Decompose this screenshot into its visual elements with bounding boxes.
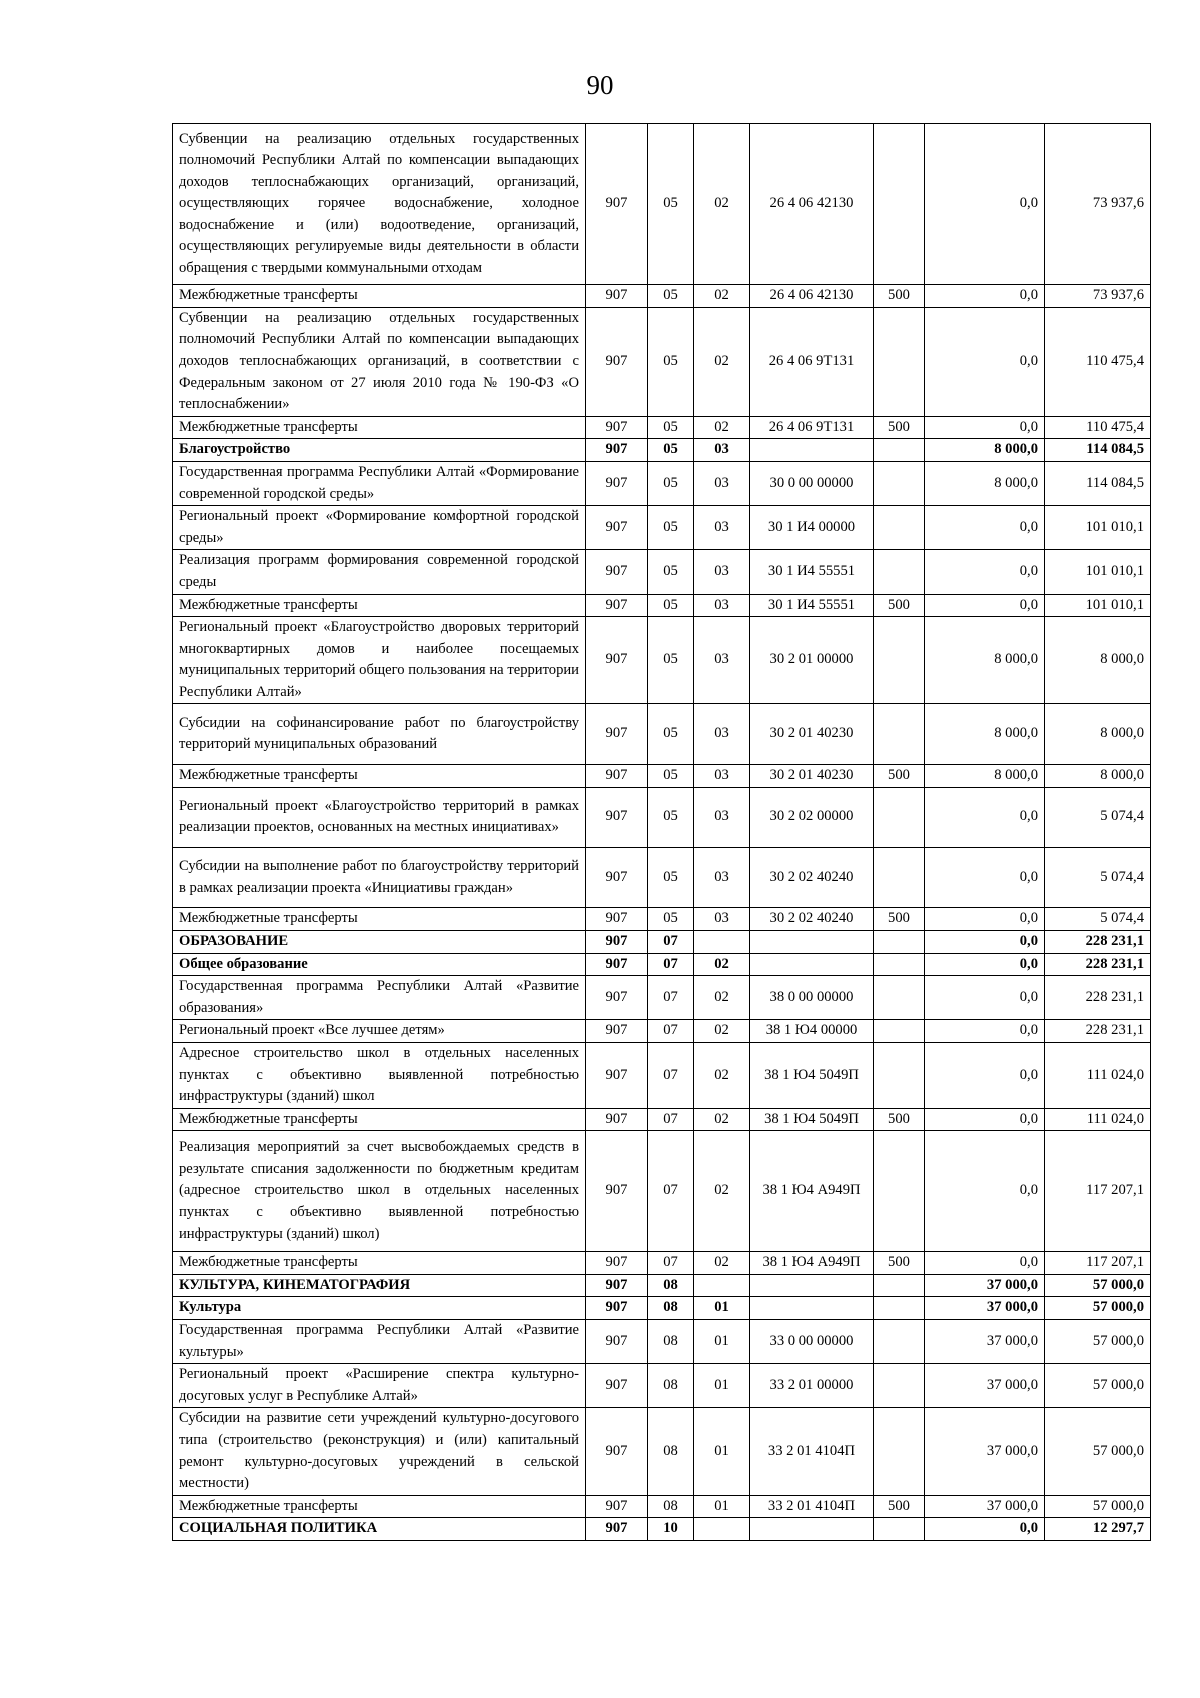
row-section-code: 08 [648, 1364, 694, 1408]
table-row [173, 1042, 1151, 1108]
row-ved-code: 907 [586, 550, 648, 594]
row-section-code: 05 [648, 124, 694, 285]
row-ved-code: 907 [586, 787, 648, 847]
row-expense-type: 500 [874, 764, 925, 787]
row-name: Межбюджетные трансферты [173, 285, 586, 308]
row-expense-type: 500 [874, 1108, 925, 1131]
row-subsection-code [694, 1518, 750, 1541]
row-expense-type [874, 506, 925, 550]
table-row [173, 1364, 1151, 1408]
row-subsection-code: 03 [694, 908, 750, 931]
row-name: Межбюджетные трансферты [173, 594, 586, 617]
row-amount-1: 0,0 [925, 1252, 1045, 1275]
row-target-code: 33 2 01 4104П [750, 1408, 874, 1495]
row-amount-2: 117 207,1 [1045, 1131, 1151, 1252]
row-subsection-code: 02 [694, 416, 750, 439]
row-amount-2: 101 010,1 [1045, 594, 1151, 617]
row-amount-2: 57 000,0 [1045, 1274, 1151, 1297]
row-name: Благоустройство [173, 439, 586, 462]
table-row [173, 787, 1151, 847]
row-subsection-code: 02 [694, 1020, 750, 1043]
row-amount-1: 37 000,0 [925, 1297, 1045, 1320]
page-number: 90 [586, 70, 614, 100]
table-row [173, 550, 1151, 594]
row-section-code: 05 [648, 461, 694, 505]
row-ved-code: 907 [586, 1020, 648, 1043]
row-target-code: 26 4 06 9Т131 [750, 307, 874, 416]
table-row [173, 1518, 1151, 1541]
table-body [173, 124, 1151, 1541]
row-target-code: 30 2 01 40230 [750, 704, 874, 764]
row-target-code: 30 2 02 00000 [750, 787, 874, 847]
row-target-code: 30 2 02 40240 [750, 847, 874, 907]
row-subsection-code: 02 [694, 285, 750, 308]
row-amount-2: 101 010,1 [1045, 506, 1151, 550]
row-amount-1: 0,0 [925, 908, 1045, 931]
row-section-code: 05 [648, 704, 694, 764]
row-ved-code: 907 [586, 1252, 648, 1275]
row-target-code [750, 439, 874, 462]
budget-table [172, 123, 1151, 1541]
row-target-code: 26 4 06 9Т131 [750, 416, 874, 439]
row-expense-type [874, 461, 925, 505]
table-row [173, 1108, 1151, 1131]
row-expense-type [874, 953, 925, 976]
row-amount-1: 0,0 [925, 1108, 1045, 1131]
row-amount-2: 57 000,0 [1045, 1408, 1151, 1495]
row-expense-type [874, 787, 925, 847]
row-target-code: 30 1 И4 55551 [750, 550, 874, 594]
row-amount-1: 0,0 [925, 124, 1045, 285]
table-row [173, 1297, 1151, 1320]
row-name: Межбюджетные трансферты [173, 1495, 586, 1518]
row-ved-code: 907 [586, 1364, 648, 1408]
row-section-code: 05 [648, 416, 694, 439]
row-ved-code: 907 [586, 461, 648, 505]
row-target-code: 30 0 00 00000 [750, 461, 874, 505]
row-target-code: 33 2 01 00000 [750, 1364, 874, 1408]
row-amount-1: 0,0 [925, 550, 1045, 594]
row-subsection-code: 01 [694, 1495, 750, 1518]
row-name: Государственная программа Республики Алтай «Формирование современной городской среды» [173, 461, 586, 505]
row-name: СОЦИАЛЬНАЯ ПОЛИТИКА [173, 1518, 586, 1541]
row-section-code: 08 [648, 1408, 694, 1495]
row-subsection-code: 02 [694, 1131, 750, 1252]
row-ved-code: 907 [586, 1408, 648, 1495]
row-subsection-code: 03 [694, 594, 750, 617]
row-expense-type: 500 [874, 594, 925, 617]
row-amount-2: 228 231,1 [1045, 930, 1151, 953]
table-row [173, 704, 1151, 764]
row-amount-1: 8 000,0 [925, 704, 1045, 764]
table-row [173, 1131, 1151, 1252]
row-subsection-code [694, 1274, 750, 1297]
row-amount-2: 73 937,6 [1045, 124, 1151, 285]
row-amount-2: 110 475,4 [1045, 416, 1151, 439]
row-subsection-code: 02 [694, 1042, 750, 1108]
row-name: КУЛЬТУРА, КИНЕМАТОГРАФИЯ [173, 1274, 586, 1297]
row-amount-1: 0,0 [925, 847, 1045, 907]
row-expense-type [874, 1518, 925, 1541]
row-target-code [750, 953, 874, 976]
row-expense-type [874, 307, 925, 416]
row-name: Региональный проект «Все лучшее детям» [173, 1020, 586, 1043]
row-target-code: 38 1 Ю4 5049П [750, 1042, 874, 1108]
row-amount-2: 8 000,0 [1045, 704, 1151, 764]
table-row [173, 1020, 1151, 1043]
row-section-code: 05 [648, 285, 694, 308]
row-subsection-code: 01 [694, 1297, 750, 1320]
row-amount-1: 0,0 [925, 1042, 1045, 1108]
row-amount-1: 37 000,0 [925, 1274, 1045, 1297]
row-section-code: 05 [648, 550, 694, 594]
row-ved-code: 907 [586, 124, 648, 285]
row-amount-2: 228 231,1 [1045, 1020, 1151, 1043]
row-amount-2: 8 000,0 [1045, 617, 1151, 704]
row-target-code: 38 1 Ю4 5049П [750, 1108, 874, 1131]
row-ved-code: 907 [586, 1042, 648, 1108]
row-target-code [750, 930, 874, 953]
row-section-code: 07 [648, 1042, 694, 1108]
row-section-code: 05 [648, 506, 694, 550]
row-section-code: 10 [648, 1518, 694, 1541]
row-ved-code: 907 [586, 847, 648, 907]
row-section-code: 05 [648, 439, 694, 462]
row-ved-code: 907 [586, 953, 648, 976]
row-name: Реализация программ формирования современной городской среды [173, 550, 586, 594]
row-amount-1: 0,0 [925, 594, 1045, 617]
row-section-code: 08 [648, 1495, 694, 1518]
row-subsection-code: 01 [694, 1319, 750, 1363]
row-ved-code: 907 [586, 594, 648, 617]
row-amount-2: 73 937,6 [1045, 285, 1151, 308]
row-name: Региональный проект «Благоустройство территорий в рамках реализации проектов, основанных на местных инициативах» [173, 787, 586, 847]
row-name: Общее образование [173, 953, 586, 976]
row-expense-type [874, 1042, 925, 1108]
table-row [173, 1252, 1151, 1275]
row-target-code: 38 0 00 00000 [750, 976, 874, 1020]
row-expense-type: 500 [874, 1252, 925, 1275]
row-ved-code: 907 [586, 307, 648, 416]
row-section-code: 07 [648, 953, 694, 976]
table-row [173, 1495, 1151, 1518]
row-amount-1: 37 000,0 [925, 1319, 1045, 1363]
row-name: Региональный проект «Формирование комфортной городской среды» [173, 506, 586, 550]
row-ved-code: 907 [586, 1319, 648, 1363]
row-amount-1: 8 000,0 [925, 461, 1045, 505]
row-amount-1: 37 000,0 [925, 1495, 1045, 1518]
row-target-code [750, 1518, 874, 1541]
row-expense-type: 500 [874, 285, 925, 308]
row-name: Региональный проект «Расширение спектра культурно-досуговых услуг в Республике Алтай» [173, 1364, 586, 1408]
row-expense-type [874, 550, 925, 594]
row-ved-code: 907 [586, 1108, 648, 1131]
table-row [173, 285, 1151, 308]
row-expense-type [874, 976, 925, 1020]
row-amount-2: 111 024,0 [1045, 1042, 1151, 1108]
row-subsection-code: 03 [694, 704, 750, 764]
row-subsection-code: 02 [694, 953, 750, 976]
row-section-code: 05 [648, 617, 694, 704]
row-expense-type [874, 1364, 925, 1408]
row-amount-2: 228 231,1 [1045, 953, 1151, 976]
row-name: Субсидии на выполнение работ по благоустройству территорий в рамках реализации проекта «Инициативы граждан» [173, 847, 586, 907]
row-expense-type: 500 [874, 1495, 925, 1518]
row-ved-code: 907 [586, 416, 648, 439]
row-expense-type [874, 704, 925, 764]
row-amount-2: 110 475,4 [1045, 307, 1151, 416]
row-expense-type [874, 1274, 925, 1297]
row-target-code: 33 2 01 4104П [750, 1495, 874, 1518]
row-subsection-code: 03 [694, 847, 750, 907]
row-amount-1: 0,0 [925, 416, 1045, 439]
row-amount-1: 0,0 [925, 787, 1045, 847]
row-name: Субвенции на реализацию отдельных государственных полномочий Республики Алтай по компенсации выпадающих доходов теплоснабжающих организаций, в соответствии с Федеральным законом от 27 июля 2010 года № 190-ФЗ «О теплоснабжении» [173, 307, 586, 416]
row-name: Субвенции на реализацию отдельных государственных полномочий Республики Алтай по компенсации выпадающих доходов теплоснабжающих организаций, организаций, осуществляющих горячее водоснабжение, холодное водоснабжение и (или) водоотведение, организаций, осуществляющих регулируемые виды деятельности в области обращения с твердыми коммунальными отходам [173, 124, 586, 285]
row-amount-2: 57 000,0 [1045, 1495, 1151, 1518]
row-amount-1: 8 000,0 [925, 617, 1045, 704]
row-amount-2: 101 010,1 [1045, 550, 1151, 594]
row-subsection-code: 02 [694, 1252, 750, 1275]
row-amount-1: 0,0 [925, 1020, 1045, 1043]
table-row [173, 439, 1151, 462]
row-section-code: 07 [648, 1108, 694, 1131]
row-target-code [750, 1274, 874, 1297]
row-amount-1: 8 000,0 [925, 439, 1045, 462]
row-expense-type [874, 847, 925, 907]
row-subsection-code: 03 [694, 764, 750, 787]
row-name: Межбюджетные трансферты [173, 416, 586, 439]
row-amount-1: 8 000,0 [925, 764, 1045, 787]
table-row [173, 1274, 1151, 1297]
row-name: Реализация мероприятий за счет высвобождаемых средств в результате списания задолженности по бюджетным кредитам (адресное строительство школ в отдельных населенных пунктах с объективно выявленной потребностью инфраструктуры (зданий) школ) [173, 1131, 586, 1252]
row-subsection-code: 03 [694, 439, 750, 462]
table-row [173, 124, 1151, 285]
row-section-code: 08 [648, 1297, 694, 1320]
row-section-code: 07 [648, 930, 694, 953]
row-name: Культура [173, 1297, 586, 1320]
row-name: Межбюджетные трансферты [173, 1252, 586, 1275]
row-ved-code: 907 [586, 1274, 648, 1297]
row-expense-type [874, 1319, 925, 1363]
row-target-code: 30 2 01 00000 [750, 617, 874, 704]
table-row [173, 847, 1151, 907]
row-amount-2: 111 024,0 [1045, 1108, 1151, 1131]
row-subsection-code: 03 [694, 787, 750, 847]
row-target-code: 30 1 И4 00000 [750, 506, 874, 550]
row-amount-1: 0,0 [925, 1518, 1045, 1541]
row-amount-2: 8 000,0 [1045, 764, 1151, 787]
row-amount-1: 37 000,0 [925, 1408, 1045, 1495]
row-target-code: 38 1 Ю4 00000 [750, 1020, 874, 1043]
row-target-code: 26 4 06 42130 [750, 124, 874, 285]
row-expense-type [874, 1408, 925, 1495]
row-subsection-code: 02 [694, 307, 750, 416]
row-expense-type [874, 617, 925, 704]
row-section-code: 05 [648, 787, 694, 847]
row-subsection-code: 03 [694, 617, 750, 704]
row-amount-2: 57 000,0 [1045, 1297, 1151, 1320]
row-expense-type [874, 1297, 925, 1320]
row-section-code: 07 [648, 1020, 694, 1043]
row-ved-code: 907 [586, 1495, 648, 1518]
row-expense-type: 500 [874, 908, 925, 931]
row-target-code: 33 0 00 00000 [750, 1319, 874, 1363]
row-subsection-code: 02 [694, 976, 750, 1020]
row-amount-2: 57 000,0 [1045, 1319, 1151, 1363]
row-amount-2: 117 207,1 [1045, 1252, 1151, 1275]
row-ved-code: 907 [586, 506, 648, 550]
row-expense-type [874, 1131, 925, 1252]
row-amount-1: 0,0 [925, 953, 1045, 976]
row-subsection-code: 01 [694, 1364, 750, 1408]
row-section-code: 05 [648, 908, 694, 931]
table-row [173, 976, 1151, 1020]
table-row [173, 1408, 1151, 1495]
row-section-code: 07 [648, 1252, 694, 1275]
row-subsection-code: 03 [694, 506, 750, 550]
row-section-code: 05 [648, 847, 694, 907]
row-name: Государственная программа Республики Алтай «Развитие образования» [173, 976, 586, 1020]
row-ved-code: 907 [586, 285, 648, 308]
row-subsection-code: 02 [694, 1108, 750, 1131]
row-name: Межбюджетные трансферты [173, 908, 586, 931]
row-name: Межбюджетные трансферты [173, 764, 586, 787]
row-amount-1: 0,0 [925, 506, 1045, 550]
row-ved-code: 907 [586, 1297, 648, 1320]
row-section-code: 05 [648, 764, 694, 787]
row-target-code: 30 2 02 40240 [750, 908, 874, 931]
row-amount-1: 0,0 [925, 930, 1045, 953]
row-subsection-code: 02 [694, 124, 750, 285]
row-amount-1: 0,0 [925, 1131, 1045, 1252]
row-target-code: 30 2 01 40230 [750, 764, 874, 787]
row-amount-2: 114 084,5 [1045, 439, 1151, 462]
table-row [173, 617, 1151, 704]
row-amount-2: 57 000,0 [1045, 1364, 1151, 1408]
row-name: Государственная программа Республики Алтай «Развитие культуры» [173, 1319, 586, 1363]
row-section-code: 08 [648, 1319, 694, 1363]
row-amount-2: 5 074,4 [1045, 847, 1151, 907]
row-name: Межбюджетные трансферты [173, 1108, 586, 1131]
row-amount-1: 0,0 [925, 976, 1045, 1020]
table-row [173, 908, 1151, 931]
table-row [173, 953, 1151, 976]
row-ved-code: 907 [586, 704, 648, 764]
table-row [173, 930, 1151, 953]
row-ved-code: 907 [586, 976, 648, 1020]
row-section-code: 08 [648, 1274, 694, 1297]
row-name: Адресное строительство школ в отдельных населенных пунктах с объективно выявленной потребностью инфраструктуры (зданий) школ [173, 1042, 586, 1108]
row-name: Субсидии на развитие сети учреждений культурно-досугового типа (строительство (реконструкция) и (или) капитальный ремонт культурно-досуговых учреждений в сельской местности) [173, 1408, 586, 1495]
table-row [173, 307, 1151, 416]
row-subsection-code [694, 930, 750, 953]
row-amount-1: 0,0 [925, 307, 1045, 416]
row-name: Региональный проект «Благоустройство дворовых территорий многоквартирных домов и наиболее посещаемых муниципальных территорий общего пользования на территории Республики Алтай» [173, 617, 586, 704]
row-subsection-code: 01 [694, 1408, 750, 1495]
row-expense-type [874, 1020, 925, 1043]
row-target-code: 38 1 Ю4 А949П [750, 1131, 874, 1252]
row-section-code: 05 [648, 594, 694, 617]
row-subsection-code: 03 [694, 550, 750, 594]
row-name: Субсидии на софинансирование работ по благоустройству территорий муниципальных образований [173, 704, 586, 764]
row-amount-1: 37 000,0 [925, 1364, 1045, 1408]
row-expense-type [874, 930, 925, 953]
row-amount-1: 0,0 [925, 285, 1045, 308]
row-section-code: 05 [648, 307, 694, 416]
row-expense-type [874, 124, 925, 285]
row-amount-2: 5 074,4 [1045, 787, 1151, 847]
table-row [173, 416, 1151, 439]
row-target-code: 26 4 06 42130 [750, 285, 874, 308]
row-section-code: 07 [648, 1131, 694, 1252]
row-ved-code: 907 [586, 617, 648, 704]
row-ved-code: 907 [586, 1131, 648, 1252]
row-ved-code: 907 [586, 764, 648, 787]
row-target-code: 30 1 И4 55551 [750, 594, 874, 617]
row-amount-2: 12 297,7 [1045, 1518, 1151, 1541]
table-row [173, 506, 1151, 550]
row-target-code: 38 1 Ю4 А949П [750, 1252, 874, 1275]
row-ved-code: 907 [586, 908, 648, 931]
table-row [173, 461, 1151, 505]
row-subsection-code: 03 [694, 461, 750, 505]
row-ved-code: 907 [586, 930, 648, 953]
row-expense-type: 500 [874, 416, 925, 439]
row-ved-code: 907 [586, 439, 648, 462]
row-amount-2: 228 231,1 [1045, 976, 1151, 1020]
row-name: ОБРАЗОВАНИЕ [173, 930, 586, 953]
table-row [173, 594, 1151, 617]
row-section-code: 07 [648, 976, 694, 1020]
table-row [173, 764, 1151, 787]
table-row [173, 1319, 1151, 1363]
row-amount-2: 5 074,4 [1045, 908, 1151, 931]
row-amount-2: 114 084,5 [1045, 461, 1151, 505]
row-expense-type [874, 439, 925, 462]
row-target-code [750, 1297, 874, 1320]
row-ved-code: 907 [586, 1518, 648, 1541]
